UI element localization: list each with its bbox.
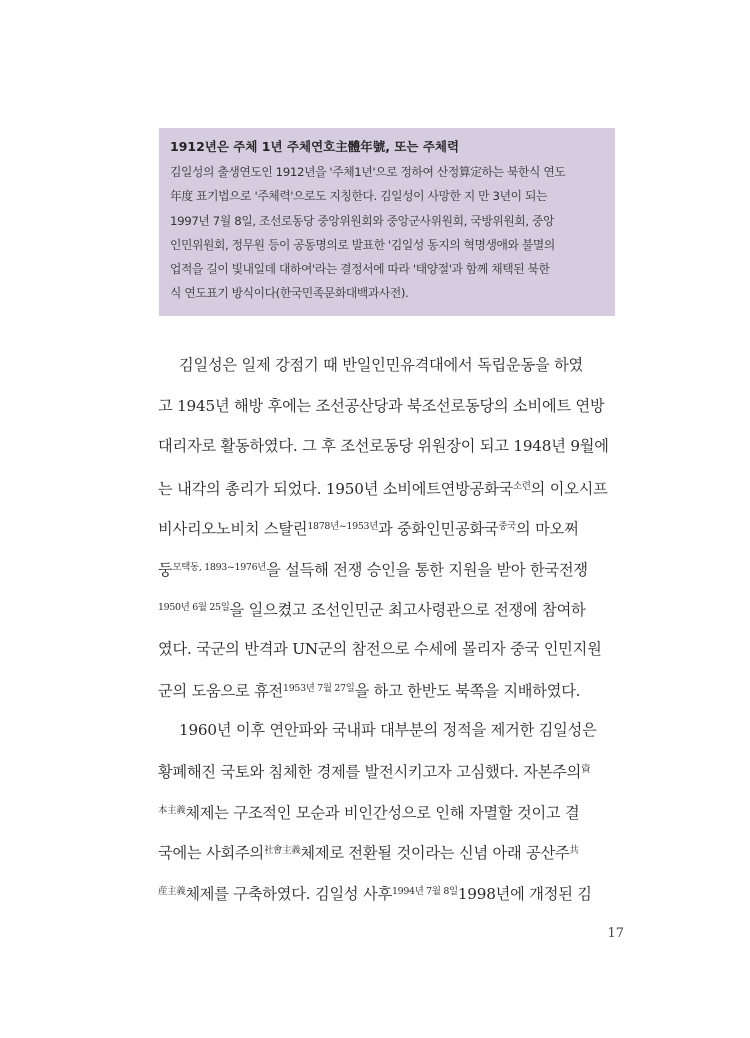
body-text-run: 의 이오시프 [530, 479, 608, 498]
definition-line: 1997년 7월 8일, 조선로동당 중앙위원회와 중앙군사위원회, 국방위원회, 중앙 [170, 213, 555, 228]
body-text-run: 였다. 국군의 반격과 UN군의 참전으로 수세에 몰리자 중국 인민지원 [158, 639, 602, 658]
body-text-run: 을 설득해 전쟁 승인을 통한 지원을 받아 한국전쟁 [266, 560, 588, 579]
body-line [158, 791, 618, 832]
definition-line: 인민위원회, 정무원 등이 공동명의로 발표한 '김일성 동지의 혁명생애와 불멸의 [170, 237, 555, 252]
body-line [158, 831, 618, 872]
body-text-run: 1960년 이후 연안파와 국내파 대부분의 정적을 제거한 김일성은 [179, 720, 597, 739]
gloss-note: 모택동, 1893~1976년 [172, 561, 267, 573]
gloss-note: 1878년~1953년 [307, 521, 378, 532]
body-line [158, 507, 618, 548]
body-text-run: 군의 도움으로 휴전 [158, 682, 284, 701]
definition-body [170, 160, 604, 306]
body-text-run: 는 내각의 총리가 되었다. 1950년 소비에트연방공화국 [158, 479, 514, 498]
definition-line: 김일성의 출생연도인 1912년을 '주체1년'으로 정하여 산정算定하는 북한식 연도 [170, 165, 566, 179]
body-text-run: 비사리오노비치 스탈린 [158, 520, 308, 539]
body-text-run: 둥 [158, 560, 173, 579]
gloss-note: 本主義 [158, 804, 186, 816]
body-line [158, 750, 618, 791]
gloss-note: 共 [569, 845, 579, 856]
body-text-run: 을 일으켰고 조선인민군 최고사령관으로 전쟁에 참여하 [229, 601, 586, 620]
definition-line: 식 연도표기 방식이다(한국민족문화대백과사전). [170, 286, 409, 301]
definition-title: 1912년은 주체 1년 주체연호主體年號, 또는 주체력 [170, 139, 460, 154]
body-line [158, 629, 618, 670]
body-line [158, 548, 618, 589]
gloss-note: 1994년 7월 8일 [391, 885, 458, 897]
gloss-note: 社會主義 [263, 845, 301, 856]
gloss-note: 産主義 [158, 885, 186, 897]
definition-box [159, 128, 615, 316]
definition-line: 업적을 길이 빛내일데 대하여'라는 결정서에 따라 '태양절'과 함께 채택된 북한 [170, 262, 550, 277]
page-number: 17 [607, 926, 624, 941]
body-line [158, 426, 618, 467]
body-text-run: 을 하고 한반도 북쪽을 지배하였다. [354, 682, 581, 701]
body-text-run: 체제를 구축하였다. 김일성 사후 [185, 884, 392, 903]
body-text [158, 345, 618, 912]
body-text-run: 고 1945년 해방 후에는 조선공산당과 북조선로동당의 소비에트 연방 [158, 396, 605, 415]
body-text-run: 1998년에 개정된 김 [457, 884, 592, 903]
gloss-note: 중국 [498, 521, 516, 532]
body-line [158, 386, 618, 427]
body-line [158, 345, 618, 386]
gloss-note: 1950년 6월 25일 [158, 602, 230, 613]
body-text-run: 의 마오쩌 [515, 520, 579, 539]
body-text-run: 국에는 사회주의 [158, 844, 264, 863]
body-text-run: 체제로 전환될 것이라는 신념 아래 공산주 [300, 844, 570, 863]
body-text-run: 대리자로 활동하였다. 그 후 조선로동당 위원장이 되고 1948년 9월에 [158, 437, 609, 455]
definition-line: 年度 표기법으로 '주체력'으로도 지칭한다. 김일성이 사망한 지 만 3년이 되는 [170, 189, 547, 204]
body-line [158, 669, 618, 710]
body-line [158, 467, 618, 508]
body-text-run: 과 중화인민공화국 [377, 520, 499, 539]
body-line [158, 588, 618, 629]
body-line [158, 872, 618, 913]
body-line [158, 710, 618, 751]
gloss-note: 소련 [513, 480, 531, 492]
body-text-run: 김일성은 일제 강점기 때 반일인민유격대에서 독립운동을 하였 [179, 356, 584, 374]
gloss-note: 資 [581, 764, 591, 775]
gloss-note: 1953년 7월 27일 [283, 683, 355, 694]
body-text-run: 체제는 구조적인 모순과 비인간성으로 인해 자멸할 것이고 결 [185, 803, 580, 822]
body-text-run: 황폐해진 국토와 침체한 경제를 발전시키고자 고심했다. 자본주의 [158, 763, 582, 782]
